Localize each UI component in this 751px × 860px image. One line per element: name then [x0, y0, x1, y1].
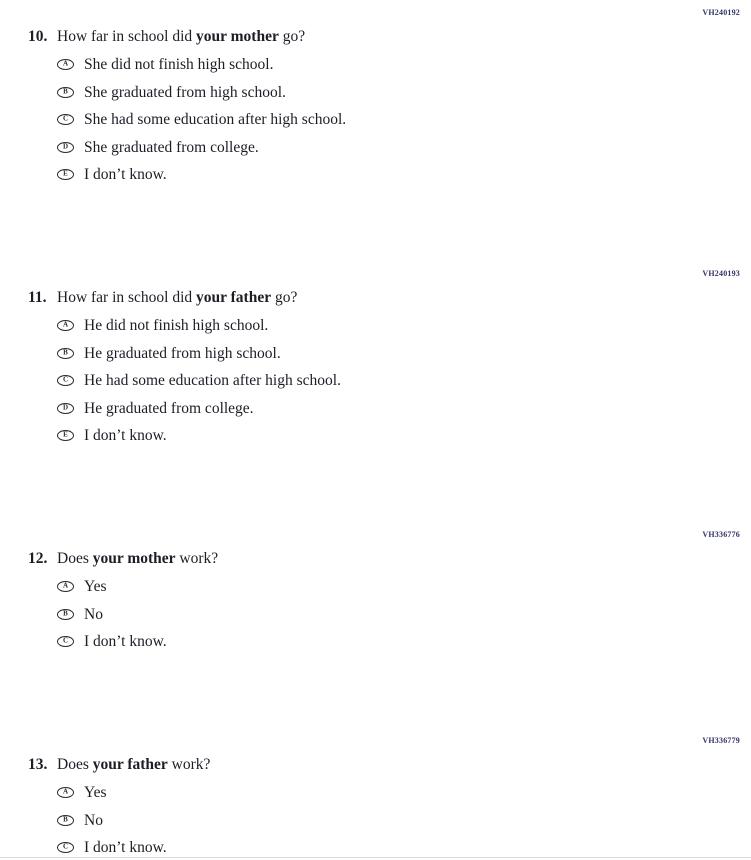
- bubble-letter: E: [63, 169, 68, 178]
- answer-option[interactable]: [57, 578, 751, 595]
- answer-bubble-icon[interactable]: [57, 403, 74, 414]
- answer-option[interactable]: [57, 345, 751, 362]
- answer-bubble-icon[interactable]: [57, 142, 74, 153]
- option-label: He did not finish high school.: [84, 317, 269, 334]
- question-code: VH240193: [702, 269, 740, 278]
- question-number: 10.: [28, 28, 48, 45]
- question-code: VH240192: [702, 8, 740, 17]
- option-label: She had some education after high school.: [84, 111, 347, 128]
- option-label: He had some education after high school.: [84, 372, 341, 389]
- question-code: VH336776: [702, 530, 740, 539]
- question-prompt-prefix: Does: [57, 756, 93, 773]
- bubble-letter: C: [62, 375, 69, 384]
- option-label: She graduated from college.: [84, 138, 259, 156]
- option-label: Yes: [84, 784, 107, 801]
- answer-option[interactable]: [57, 166, 751, 183]
- options-list: [57, 578, 751, 650]
- question-block-13: [0, 736, 751, 860]
- question-text: [28, 27, 751, 47]
- question-prompt-prefix: How far in school did: [57, 289, 197, 306]
- bubble-letter: C: [62, 842, 69, 851]
- answer-bubble-icon[interactable]: [57, 636, 74, 647]
- option-label: No: [84, 811, 103, 829]
- bubble-letter: D: [62, 142, 69, 150]
- answer-bubble-icon[interactable]: [57, 59, 74, 70]
- question-number: 12.: [28, 550, 48, 567]
- answer-option[interactable]: [57, 111, 751, 128]
- question-prompt-prefix: How far in school did: [57, 28, 197, 45]
- question-block-11: [0, 269, 751, 455]
- question-text: [28, 755, 751, 775]
- question-text: [28, 288, 751, 308]
- bubble-letter: A: [62, 320, 69, 329]
- answer-bubble-icon[interactable]: [57, 169, 74, 180]
- answer-option[interactable]: [57, 317, 751, 334]
- answer-option[interactable]: [57, 84, 751, 101]
- option-label: He graduated from high school.: [84, 344, 281, 362]
- answer-option[interactable]: [57, 784, 751, 801]
- bubble-letter: A: [62, 59, 69, 68]
- answer-option[interactable]: [57, 372, 751, 389]
- question-prompt-suffix: go?: [278, 28, 306, 45]
- answer-option[interactable]: [57, 812, 751, 829]
- question-prompt-suffix: work?: [175, 550, 219, 567]
- question-prompt-suffix: work?: [167, 756, 211, 773]
- option-label: I don’t know.: [84, 166, 167, 183]
- option-label: I don’t know.: [84, 633, 167, 650]
- option-label: He graduated from college.: [84, 399, 254, 417]
- answer-option[interactable]: [57, 427, 751, 444]
- bubble-letter: B: [63, 87, 68, 95]
- question-number: 13.: [28, 756, 48, 773]
- bubble-letter: C: [62, 636, 69, 645]
- option-label: I don’t know.: [84, 839, 167, 856]
- question-code: VH336779: [702, 736, 740, 745]
- answer-bubble-icon[interactable]: [57, 375, 74, 386]
- question-prompt-bold: your mother: [92, 550, 176, 567]
- answer-bubble-icon[interactable]: [57, 348, 74, 359]
- answer-option[interactable]: [57, 400, 751, 417]
- answer-bubble-icon[interactable]: [57, 609, 74, 620]
- answer-bubble-icon[interactable]: [57, 581, 74, 592]
- bubble-letter: B: [63, 609, 68, 617]
- answer-bubble-icon[interactable]: [57, 842, 74, 853]
- question-block-10: [0, 8, 751, 194]
- bubble-letter: E: [63, 430, 68, 439]
- option-label: Yes: [84, 578, 107, 595]
- answer-bubble-icon[interactable]: [57, 430, 74, 441]
- question-prompt-prefix: Does: [57, 550, 93, 567]
- answer-option[interactable]: [57, 56, 751, 73]
- answer-bubble-icon[interactable]: [57, 87, 74, 98]
- answer-bubble-icon[interactable]: [57, 815, 74, 826]
- option-label: I don’t know.: [84, 427, 167, 444]
- answer-bubble-icon[interactable]: [57, 787, 74, 798]
- bubble-letter: A: [62, 787, 69, 796]
- answer-bubble-icon[interactable]: [57, 114, 74, 125]
- option-label: No: [84, 605, 103, 623]
- options-list: [57, 784, 751, 856]
- answer-option[interactable]: [57, 633, 751, 650]
- bubble-letter: B: [63, 815, 68, 823]
- bubble-letter: A: [62, 581, 69, 590]
- answer-option[interactable]: [57, 139, 751, 156]
- options-list: [57, 56, 751, 183]
- bubble-letter: D: [62, 403, 69, 411]
- question-prompt-bold: your father: [92, 756, 168, 773]
- option-label: She did not finish high school.: [84, 56, 274, 73]
- question-text: [28, 549, 751, 569]
- bubble-letter: C: [62, 114, 69, 123]
- options-list: [57, 317, 751, 444]
- question-prompt-suffix: go?: [271, 289, 298, 306]
- question-block-12: [0, 530, 751, 661]
- page-bottom-edge-divider: [0, 857, 751, 858]
- answer-option[interactable]: [57, 606, 751, 623]
- bubble-letter: B: [63, 348, 68, 356]
- answer-bubble-icon[interactable]: [57, 320, 74, 331]
- question-number: 11.: [28, 289, 47, 306]
- question-prompt-bold: your mother: [196, 28, 279, 45]
- answer-option[interactable]: [57, 839, 751, 856]
- question-prompt-bold: your father: [196, 289, 272, 306]
- option-label: She graduated from high school.: [84, 83, 286, 101]
